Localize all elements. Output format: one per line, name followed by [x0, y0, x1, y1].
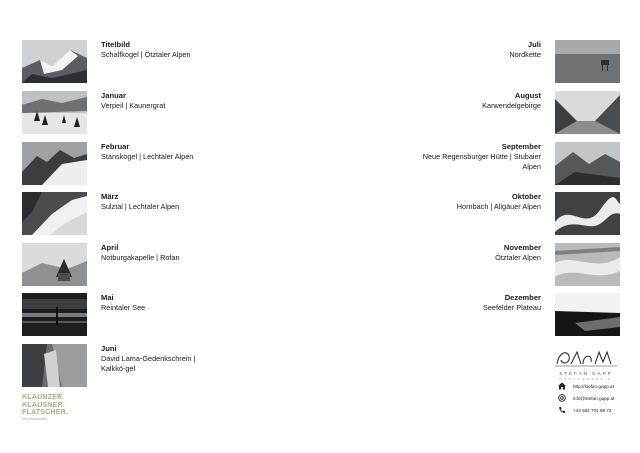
- month-label: November: [503, 243, 541, 252]
- rock-face-photo: [22, 344, 87, 387]
- phone-icon: [557, 406, 567, 415]
- calendar-entry-april: [22, 243, 231, 286]
- month-label: Februar: [101, 142, 130, 151]
- calendar-entry-januar: [22, 91, 231, 134]
- sponsor-name-line-2: KLAUSNER.: [22, 399, 65, 409]
- valley-photo: [555, 91, 620, 134]
- location-label: David Lama-Gedenkschrein | Kalkkö-gel: [101, 354, 196, 373]
- location-label: Neue Regensburger Hütte | Stubaier Alpen: [422, 152, 541, 171]
- email-link[interactable]: info@stefan-gapp.at: [573, 395, 615, 401]
- location-label: Seefelder Plateau: [482, 303, 541, 312]
- phone-number[interactable]: +43 664 701 88 72: [573, 407, 612, 413]
- month-label: Juli: [527, 40, 541, 49]
- month-label: September: [501, 142, 541, 151]
- calendar-entry-maerz: [22, 192, 231, 235]
- chapel-photo: [22, 243, 87, 286]
- location-label: Hornbach | Allgäuer Alpen: [456, 202, 541, 211]
- sponsor-name-line-3: FLATSCHER.: [22, 407, 68, 417]
- photographer-tagline: PHOTOGRAPHIE: [559, 377, 613, 381]
- calendar-entry-titelbild: [22, 40, 231, 83]
- location-label: Notburgakapelle | Rofan: [101, 253, 180, 262]
- month-label: Dezember: [504, 293, 541, 302]
- calendar-entry-august: [411, 91, 620, 134]
- sponsor-logo: [22, 393, 68, 421]
- month-label: Juni: [101, 344, 117, 353]
- sponsor-subtitle: Rechtsanwälte: [22, 416, 47, 421]
- lake-photo: [22, 293, 87, 336]
- photographer-logo: [553, 346, 619, 381]
- location-label: Karwendelgebirge: [482, 101, 541, 110]
- month-label: März: [101, 192, 119, 201]
- calendar-entry-februar: [22, 142, 231, 185]
- river-photo: [555, 192, 620, 235]
- snow-ridge-photo: [22, 142, 87, 185]
- website-link[interactable]: http://stefan-gapp.at: [573, 383, 614, 389]
- contact-phone: [557, 404, 637, 416]
- location-label: Sulztal | Lechtaler Alpen: [101, 202, 180, 211]
- home-icon: [557, 382, 567, 391]
- location-label: Reintaler See: [101, 303, 146, 312]
- calendar-entry-november: [411, 243, 620, 286]
- month-label: Oktober: [511, 192, 541, 201]
- month-label: August: [514, 91, 541, 100]
- contact-block: [557, 380, 637, 416]
- mountain-hut-photo: [555, 142, 620, 185]
- winter-forest-photo: [22, 91, 87, 134]
- photographer-name: STEFAN GAPP: [559, 371, 613, 376]
- month-label: Titelbild: [101, 40, 130, 49]
- contact-email: [557, 392, 637, 404]
- signature-logo-icon: [553, 346, 619, 370]
- calendar-entry-dezember: [411, 293, 620, 336]
- ice-photo: [555, 243, 620, 286]
- location-label: Nordkette: [509, 50, 541, 59]
- calendar-entry-juni: [22, 344, 231, 387]
- snow-slope-photo: [22, 192, 87, 235]
- calendar-entry-september: [411, 142, 620, 185]
- frozen-plateau-photo: [555, 293, 620, 336]
- month-label: Januar: [101, 91, 126, 100]
- location-label: Schalfkogel | Ötztaler Alpen: [101, 50, 191, 59]
- month-label: Mai: [101, 293, 114, 302]
- calendar-entry-mai: [22, 293, 231, 336]
- location-label: Stanskogel | Lechtaler Alpen: [101, 152, 194, 161]
- contact-website: [557, 380, 637, 392]
- calendar-entry-juli: [411, 40, 620, 83]
- snowy-peak-photo: [22, 40, 87, 83]
- location-label: Ötztaler Alpen: [495, 253, 541, 262]
- at-icon: [557, 394, 567, 403]
- calendar-entry-oktober: [411, 192, 620, 235]
- sponsor-name-line-1: KLAUNZER.: [22, 392, 65, 401]
- month-label: April: [101, 243, 119, 252]
- ibex-photo: [555, 40, 620, 83]
- location-label: Verpeil | Kaunergrat: [101, 101, 166, 110]
